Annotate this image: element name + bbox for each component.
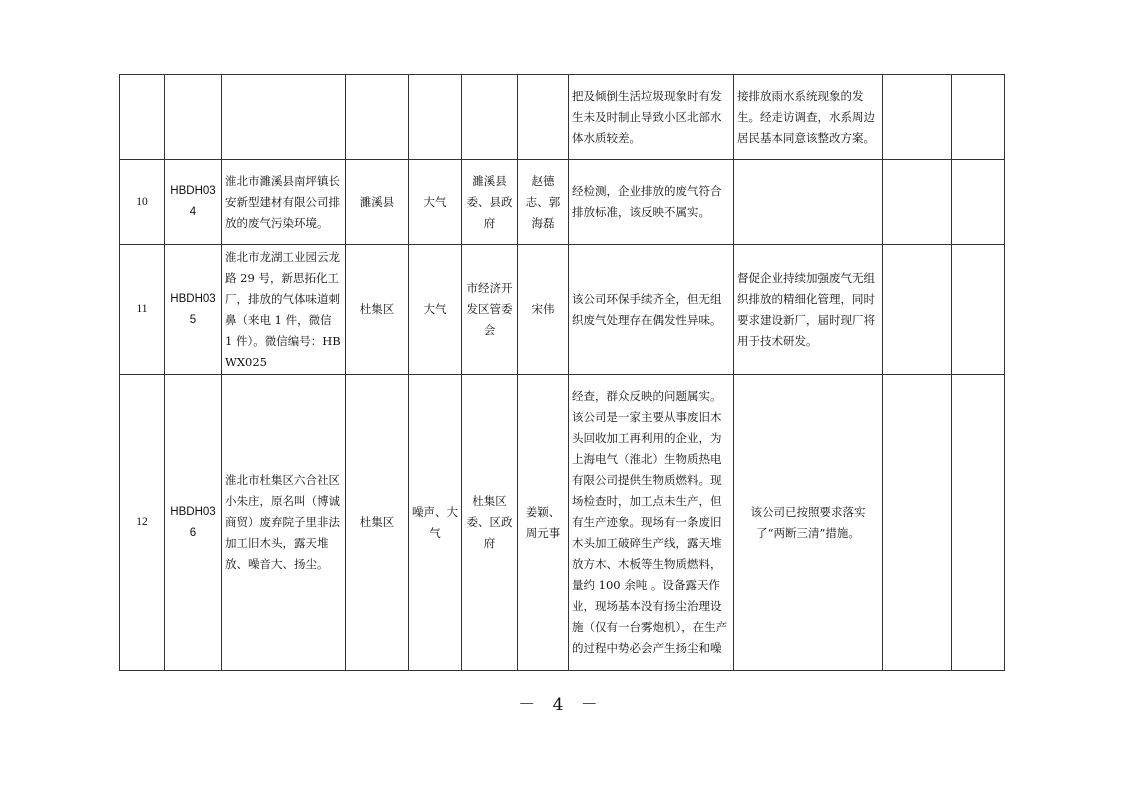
- district-cell: 杜集区: [346, 375, 409, 671]
- table-row: [120, 375, 1005, 671]
- pollution-type-cell: [409, 75, 462, 160]
- complaint-content: 淮北市濉溪县南坪镇长安新型建材有限公司排放的废气污染环境。: [222, 160, 346, 245]
- handling-cell: 该公司已按照要求落实了“两断三清”措施。: [734, 375, 883, 671]
- case-code: HBDH034: [165, 160, 222, 245]
- pollution-type-cell: 大气: [409, 245, 462, 375]
- extra-cell-2: [952, 160, 1005, 245]
- extra-cell-1: [883, 245, 952, 375]
- responsible-unit-cell: [462, 75, 518, 160]
- extra-cell-2: [952, 245, 1005, 375]
- handling-cell: [734, 160, 883, 245]
- investigation-result-cell: 经查，群众反映的问题属实。该公司是一家主要从事废旧木头回收加工再利用的企业，为上海电气（淮北）生物质热电有限公司提供生物质燃料。现场检查时，加工点未生产，但有生产迹象。现场有一条废旧木头加工破碎生产线，露天堆放方木、木板等生物质燃料，量约 100 余吨 。设备露天作业，现场基本没有扬尘治理设施（仅有一台雾炮机），在生产的过程中势必会产生扬尘和噪: [569, 375, 734, 671]
- responsible-person-cell: [518, 75, 569, 160]
- extra-cell-1: [883, 375, 952, 671]
- pollution-type-cell: 大气: [409, 160, 462, 245]
- case-code: HBDH036: [165, 375, 222, 671]
- case-code: [165, 75, 222, 160]
- row-number: 11: [120, 245, 165, 375]
- district-cell: 杜集区: [346, 245, 409, 375]
- row-number: 10: [120, 160, 165, 245]
- extra-cell-2: [952, 75, 1005, 160]
- responsible-person-cell: 宋伟: [518, 245, 569, 375]
- extra-cell-2: [952, 375, 1005, 671]
- extra-cell-1: [883, 160, 952, 245]
- responsible-unit-cell: 市经济开发区管委会: [462, 245, 518, 375]
- extra-cell-1: [883, 75, 952, 160]
- complaint-content: 淮北市龙湖工业园云龙路 29 号，新思拓化工厂，排放的气体味道刺鼻（来电 1 件，微信 1 件）。微信编号：HBWX025: [222, 245, 346, 375]
- investigation-result-cell: 把及倾倒生活垃圾现象时有发生未及时制止导致小区北部水体水质较差。: [569, 75, 734, 160]
- responsible-unit-cell: 濉溪县委、县政府: [462, 160, 518, 245]
- responsible-unit-cell: 杜集区委、区政府: [462, 375, 518, 671]
- handling-cell: 接排放雨水系统现象的发生。经走访调查，水系周边居民基本同意该整改方案。: [734, 75, 883, 160]
- pollution-type-cell: 噪声、大气: [409, 375, 462, 671]
- investigation-result-cell: 该公司环保手续齐全，但无组织废气处理存在偶发性异味。: [569, 245, 734, 375]
- case-code: HBDH035: [165, 245, 222, 375]
- district-cell: [346, 75, 409, 160]
- responsible-person-cell: 姜颖、周元事: [518, 375, 569, 671]
- complaint-content: 淮北市杜集区六合社区小朱庄，原名叫（博诚商贸）废弃院子里非法加工旧木头，露天堆放、噪音大、扬尘。: [222, 375, 346, 671]
- table-row: [120, 75, 1005, 160]
- table-row: [120, 160, 1005, 245]
- page-number: － 4 －: [518, 695, 604, 715]
- responsible-person-cell: 赵德志、郭海磊: [518, 160, 569, 245]
- complaint-content: [222, 75, 346, 160]
- district-cell: 濉溪县: [346, 160, 409, 245]
- handling-cell: 督促企业持续加强废气无组织排放的精细化管理，同时要求建设新厂，届时现厂将用于技术研发。: [734, 245, 883, 375]
- row-number: 12: [120, 375, 165, 671]
- row-number: [120, 75, 165, 160]
- investigation-result-cell: 经检测，企业排放的废气符合排放标准，该反映不属实。: [569, 160, 734, 245]
- table-row: [120, 245, 1005, 375]
- document-table: [119, 74, 1005, 671]
